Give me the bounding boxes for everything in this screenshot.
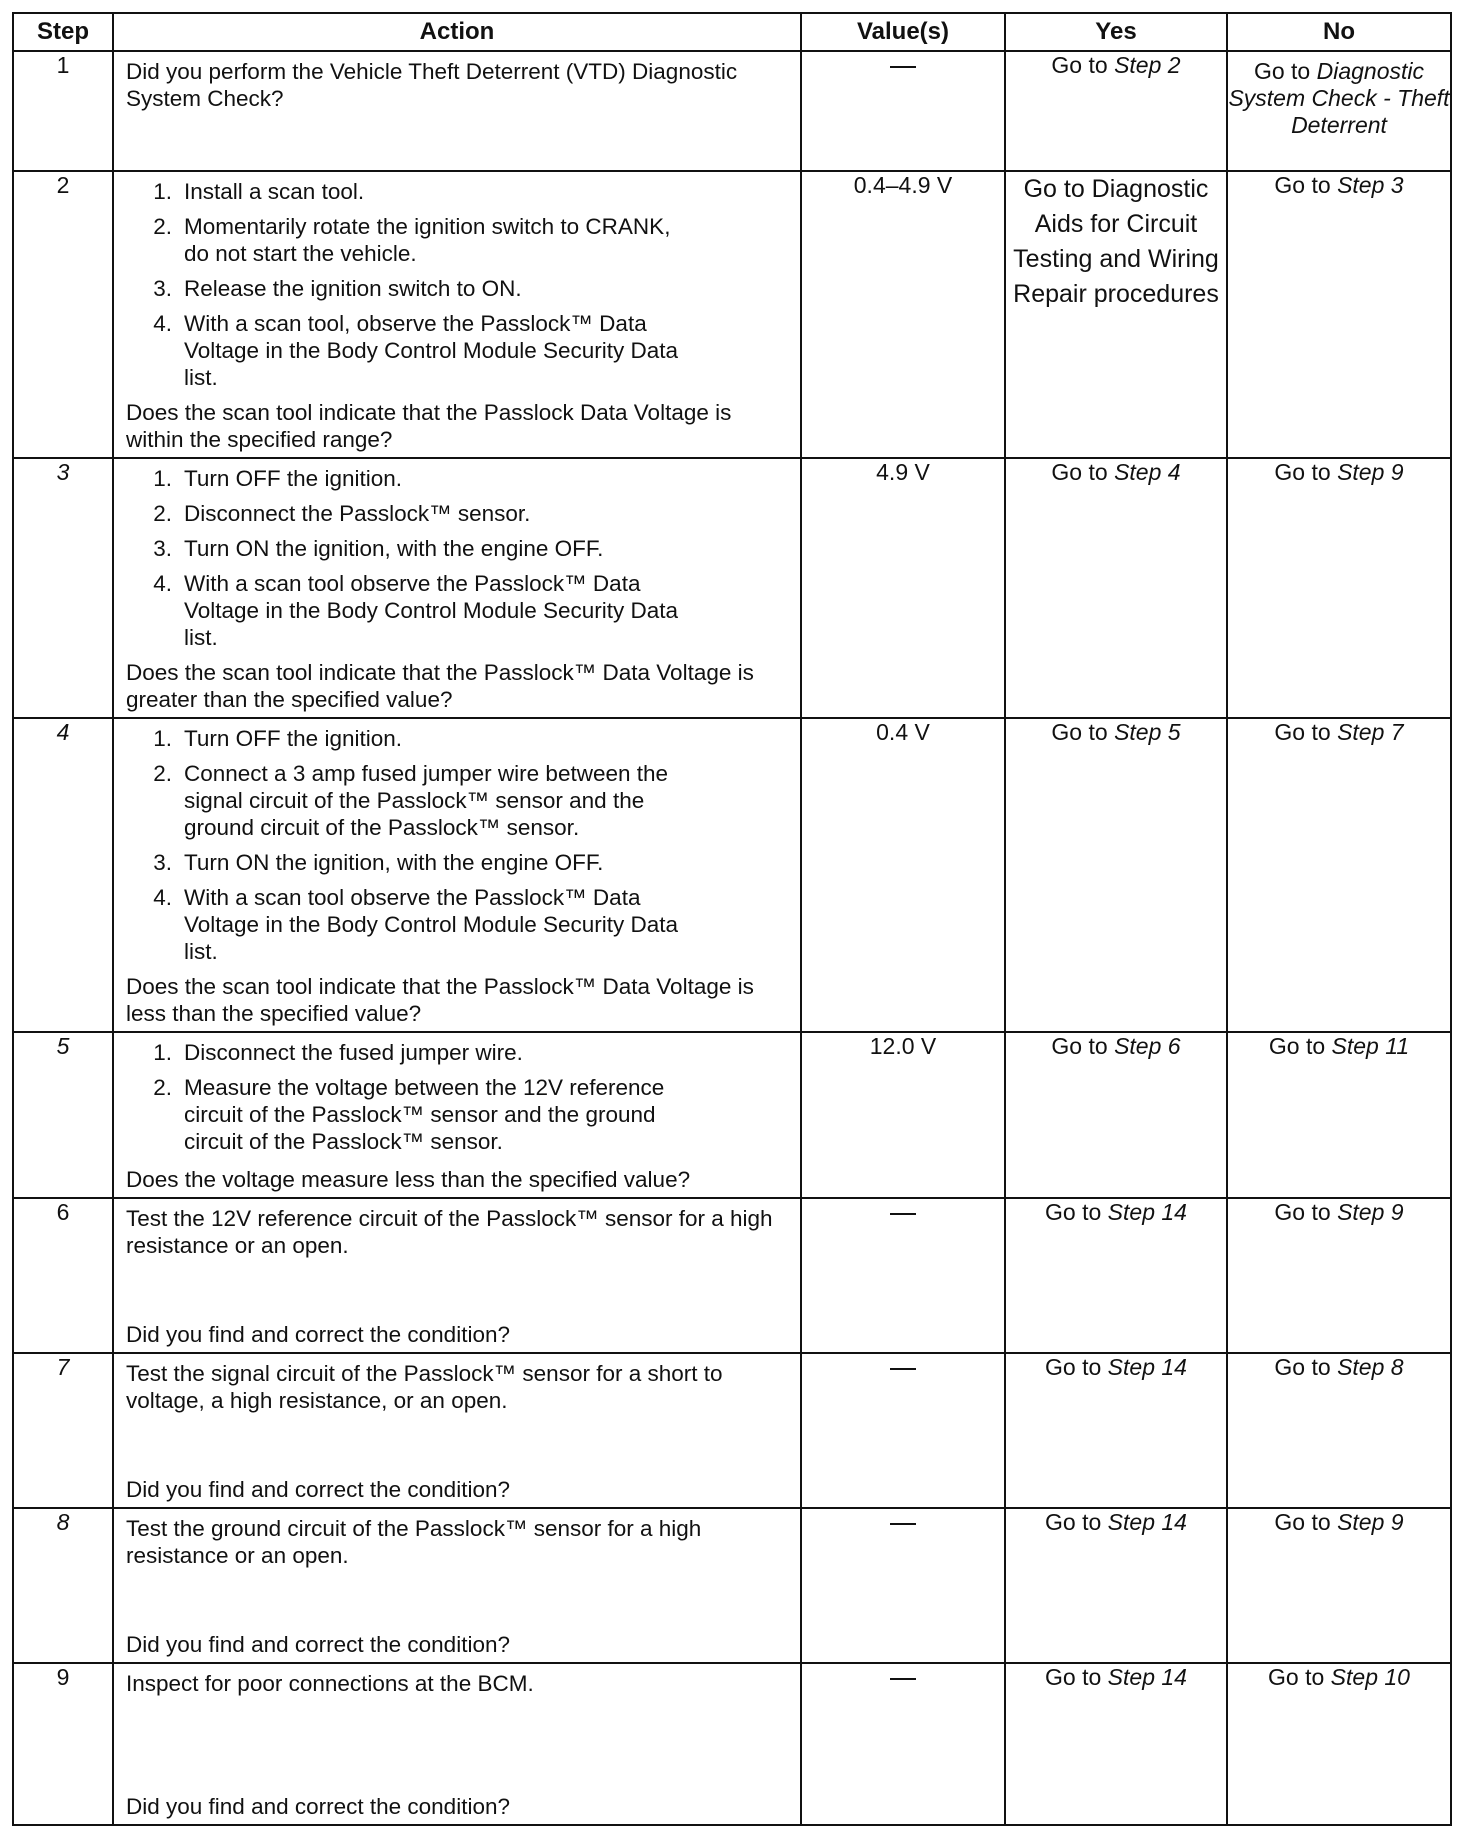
table-row: [13, 171, 1451, 458]
no-outcome: [1227, 1353, 1451, 1508]
no-outcome-reference: Step 9: [1337, 1509, 1404, 1535]
action-body: [126, 465, 792, 659]
value-cell: [801, 1198, 1005, 1353]
procedure-item: [126, 213, 792, 267]
no-outcome-prefix: Go to: [1274, 172, 1338, 198]
yes-outcome: [1005, 1663, 1227, 1825]
action-body: [126, 58, 792, 112]
procedure-number: 2.: [153, 501, 172, 526]
header-step: Step: [13, 13, 113, 51]
procedure-number: 4.: [153, 885, 172, 910]
no-outcome-reference: Step 8: [1337, 1354, 1404, 1380]
action-cell: [113, 1353, 801, 1508]
procedure-number: 2.: [153, 761, 172, 786]
yes-outcome-prefix: Go to: [1045, 1664, 1108, 1690]
no-outcome: [1227, 1508, 1451, 1663]
procedure-text: Install a scan tool.: [184, 179, 365, 204]
value-cell: 0.4–4.9 V: [801, 171, 1005, 458]
no-outcome: [1227, 51, 1451, 171]
procedure-item: [126, 500, 792, 527]
no-outcome-prefix: Go to: [1268, 1033, 1332, 1059]
action-question: Did you find and correct the condition?: [126, 1322, 510, 1347]
procedure-text: Turn ON the ignition, with the engine OFF.: [184, 536, 604, 561]
table-row: [13, 718, 1451, 1032]
no-outcome: [1227, 1663, 1451, 1825]
header-row: [13, 13, 1451, 51]
action-cell: [113, 718, 801, 1032]
action-cell: [113, 1198, 801, 1353]
procedure-text: With a scan tool observe the Passlock™ Data Voltage in the Body Control Module Security Data list.: [184, 885, 679, 964]
procedure-item: [126, 178, 792, 205]
table-row: [13, 458, 1451, 718]
header-action: Action: [113, 13, 801, 51]
procedure-list: [126, 178, 792, 391]
action-cell: [113, 51, 801, 171]
yes-outcome-prefix: Go to: [1051, 719, 1115, 745]
procedure-item: [126, 310, 792, 391]
action-body: [126, 178, 792, 399]
no-outcome-reference: Step 11: [1331, 1033, 1410, 1059]
step-number: 4: [13, 718, 113, 1032]
diagnostic-table: [12, 12, 1452, 1826]
no-outcome-prefix: Go to: [1268, 1664, 1331, 1690]
step-number: 3: [13, 458, 113, 718]
header-no: No: [1227, 13, 1451, 51]
action-question: Did you find and correct the condition?: [126, 1794, 510, 1819]
procedure-item: [126, 275, 792, 302]
header-values: Value(s): [801, 13, 1005, 51]
table-row: [13, 1663, 1451, 1825]
procedure-text: Turn ON the ignition, with the engine OFF.: [184, 850, 604, 875]
value-cell: [801, 1508, 1005, 1663]
no-outcome-reference: Step 10: [1330, 1664, 1410, 1690]
step-number: 1: [13, 51, 113, 171]
yes-outcome-text: Go to Diagnostic Aids for Circuit Testing and Wiring Repair procedures: [1013, 175, 1219, 308]
no-outcome-reference: Diagnostic System Check - Theft Deterrent: [1228, 58, 1450, 138]
yes-outcome-reference: Step 5: [1114, 719, 1181, 745]
no-outcome-prefix: Go to: [1253, 58, 1317, 84]
value-cell: 4.9 V: [801, 458, 1005, 718]
step-number: 9: [13, 1663, 113, 1825]
procedure-item: [126, 849, 792, 876]
procedure-text: With a scan tool, observe the Passlock™ Data Voltage in the Body Control Module Security Data list.: [184, 311, 679, 390]
yes-outcome-reference: Step 4: [1114, 459, 1181, 485]
action-cell: [113, 1663, 801, 1825]
procedure-number: 4.: [153, 311, 172, 336]
no-outcome-reference: Step 3: [1337, 172, 1404, 198]
action-cell: [113, 1032, 801, 1198]
no-outcome-reference: Step 9: [1337, 459, 1404, 485]
yes-outcome-prefix: Go to: [1045, 1509, 1108, 1535]
action-question: Does the scan tool indicate that the Passlock™ Data Voltage is less than the specified value?: [126, 974, 754, 1026]
step-number: 2: [13, 171, 113, 458]
procedure-list: [126, 465, 792, 651]
action-intro: Inspect for poor connections at the BCM.: [126, 1671, 534, 1696]
no-outcome-prefix: Go to: [1274, 1354, 1338, 1380]
yes-outcome-prefix: Go to: [1051, 459, 1115, 485]
procedure-number: 4.: [153, 571, 172, 596]
yes-outcome: [1005, 1508, 1227, 1663]
value-cell: 12.0 V: [801, 1032, 1005, 1198]
procedure-number: 1.: [153, 179, 172, 204]
procedure-item: [126, 535, 792, 562]
procedure-number: 1.: [153, 1040, 172, 1065]
action-intro: Test the 12V reference circuit of the Passlock™ sensor for a high resistance or an open.: [126, 1206, 773, 1258]
value-cell: [801, 1663, 1005, 1825]
no-outcome: [1227, 1198, 1451, 1353]
step-number: 5: [13, 1032, 113, 1198]
yes-outcome: [1005, 718, 1227, 1032]
procedure-text: Connect a 3 amp fused jumper wire between the signal circuit of the Passlock™ sensor and the ground circuit of the Passlock™ sensor.: [184, 761, 669, 840]
action-content: [114, 52, 800, 170]
procedure-text: With a scan tool observe the Passlock™ Data Voltage in the Body Control Module Security Data list.: [184, 571, 679, 650]
action-content: [114, 1354, 800, 1507]
table-row: [13, 1032, 1451, 1198]
value-cell: 0.4 V: [801, 718, 1005, 1032]
yes-outcome-reference: Step 14: [1107, 1354, 1187, 1380]
procedure-number: 3.: [153, 276, 172, 301]
action-cell: [113, 1508, 801, 1663]
procedure-text: Turn OFF the ignition.: [184, 466, 403, 491]
procedure-number: 2.: [153, 214, 172, 239]
procedure-item: [126, 725, 792, 752]
yes-outcome: [1005, 1353, 1227, 1508]
procedure-list: [126, 1039, 792, 1155]
value-cell: [801, 1353, 1005, 1508]
procedure-text: Measure the voltage between the 12V reference circuit of the Passlock™ sensor and the ground circuit of the Passlock™ sensor.: [184, 1075, 665, 1154]
action-question: Did you find and correct the condition?: [126, 1477, 510, 1502]
procedure-item: [126, 884, 792, 965]
no-outcome: [1227, 1032, 1451, 1198]
no-outcome: [1227, 171, 1451, 458]
no-outcome-prefix: Go to: [1274, 719, 1338, 745]
yes-outcome-reference: Step 14: [1107, 1199, 1187, 1225]
yes-outcome-reference: Step 2: [1114, 52, 1181, 78]
action-content: [114, 719, 800, 1031]
action-body: [126, 1670, 792, 1697]
procedure-number: 1.: [153, 466, 172, 491]
table-row: [13, 1508, 1451, 1663]
procedure-text: Disconnect the Passlock™ sensor.: [184, 501, 531, 526]
action-question: Does the scan tool indicate that the Passlock™ Data Voltage is greater than the specified value?: [126, 660, 754, 712]
no-outcome: [1227, 458, 1451, 718]
action-question: Did you find and correct the condition?: [126, 1632, 510, 1657]
action-cell: [113, 171, 801, 458]
procedure-number: 3.: [153, 850, 172, 875]
yes-outcome-prefix: Go to: [1045, 1199, 1108, 1225]
action-content: [114, 172, 800, 457]
action-content: [114, 1199, 800, 1352]
action-content: [114, 1033, 800, 1197]
no-value-dash: [890, 1213, 916, 1215]
no-outcome-reference: Step 9: [1337, 1199, 1404, 1225]
yes-outcome-reference: Step 14: [1107, 1509, 1187, 1535]
yes-outcome: [1005, 1198, 1227, 1353]
yes-outcome-reference: Step 6: [1114, 1033, 1181, 1059]
procedure-number: 2.: [153, 1075, 172, 1100]
no-outcome-prefix: Go to: [1274, 1199, 1338, 1225]
action-content: [114, 459, 800, 717]
no-value-dash: [890, 1368, 916, 1370]
yes-outcome-prefix: Go to: [1045, 1354, 1108, 1380]
yes-outcome-prefix: Go to: [1051, 1033, 1115, 1059]
procedure-item: [126, 1039, 792, 1066]
action-body: [126, 1515, 792, 1569]
table-row: [13, 1353, 1451, 1508]
no-outcome-reference: Step 7: [1337, 719, 1404, 745]
action-body: [126, 1360, 792, 1414]
no-outcome-prefix: Go to: [1274, 1509, 1338, 1535]
action-question: Does the voltage measure less than the specified value?: [126, 1167, 691, 1192]
action-body: [126, 1205, 792, 1259]
yes-outcome: [1005, 171, 1227, 458]
table-row: [13, 1198, 1451, 1353]
yes-outcome-reference: Step 14: [1107, 1664, 1187, 1690]
action-question: Does the scan tool indicate that the Passlock Data Voltage is within the specified range?: [126, 400, 732, 452]
procedure-text: Release the ignition switch to ON.: [184, 276, 522, 301]
action-body: [126, 1039, 792, 1163]
yes-outcome-prefix: Go to: [1051, 52, 1115, 78]
procedure-item: [126, 1074, 792, 1155]
no-outcome-prefix: Go to: [1274, 459, 1338, 485]
action-intro: Did you perform the Vehicle Theft Deterrent (VTD) Diagnostic System Check?: [126, 59, 738, 111]
action-content: [114, 1509, 800, 1662]
procedure-list: [126, 725, 792, 965]
step-number: 7: [13, 1353, 113, 1508]
action-intro: Test the signal circuit of the Passlock™ sensor for a short to voltage, a high resistance, or an open.: [126, 1361, 723, 1413]
table-body: [13, 51, 1451, 1825]
value-cell: [801, 51, 1005, 171]
table-row: [13, 51, 1451, 171]
yes-outcome: [1005, 458, 1227, 718]
yes-outcome: [1005, 1032, 1227, 1198]
yes-outcome: [1005, 51, 1227, 171]
no-value-dash: [890, 1523, 916, 1525]
action-content: [114, 1664, 800, 1824]
procedure-text: Turn OFF the ignition.: [184, 726, 403, 751]
action-cell: [113, 458, 801, 718]
action-intro: Test the ground circuit of the Passlock™ sensor for a high resistance or an open.: [126, 1516, 702, 1568]
procedure-item: [126, 570, 792, 651]
procedure-item: [126, 465, 792, 492]
procedure-number: 3.: [153, 536, 172, 561]
no-value-dash: [890, 66, 916, 68]
procedure-text: Disconnect the fused jumper wire.: [184, 1040, 523, 1065]
header-yes: Yes: [1005, 13, 1227, 51]
action-body: [126, 725, 792, 973]
procedure-item: [126, 760, 792, 841]
step-number: 8: [13, 1508, 113, 1663]
no-outcome: [1227, 718, 1451, 1032]
step-number: 6: [13, 1198, 113, 1353]
no-value-dash: [890, 1678, 916, 1680]
procedure-number: 1.: [153, 726, 172, 751]
procedure-text: Momentarily rotate the ignition switch to CRANK, do not start the vehicle.: [184, 214, 671, 266]
